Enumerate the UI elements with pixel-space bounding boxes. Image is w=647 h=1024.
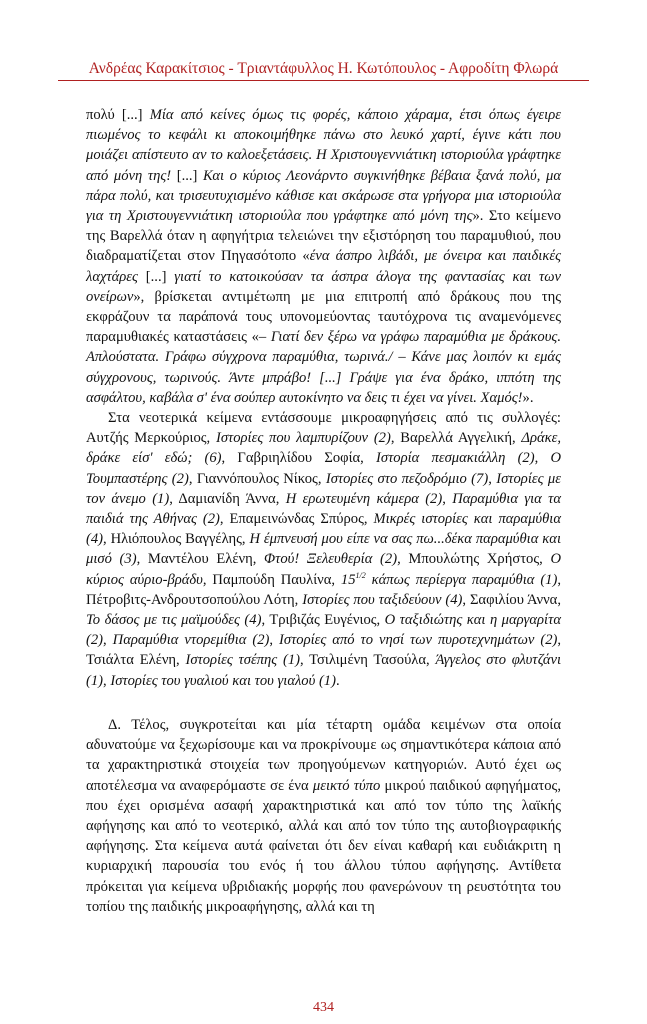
italic-run: Παραμύθια ντορεμίθια (2) (112, 632, 270, 649)
text-run: , Επαμεινώνδας Σπύρος, (219, 511, 374, 528)
italic-run: Ιστορίες που ταξιδεύουν (4) (302, 591, 463, 608)
text-run: ». (522, 389, 534, 406)
italic-run: Ιστορία πεσμακιάλλη (2) (376, 450, 535, 467)
text-run: , Πέτροβιτς-Ανδρουτσοπούλου Λότη, (86, 571, 561, 608)
body-text (86, 105, 561, 917)
italic-run: Μία από κείνες όμως τις φορές, κάποιο χάραμα, έτσι όπως έγειρε πιωμένος το κεφάλι κι αποκοιμήθηκε πάνω στο λευκό χαρτί, έγινε κάτι που μοιάζει απίστευτο αν το καλοεξετάσεις. Η Χριστουγεννιάτικη ιστοριούλα γράφτηκε από μόνη της! (86, 107, 561, 184)
italic-run: Ιστορίες από το νησί των πυροτεχνημάτων (2) (279, 632, 558, 649)
text-run: , Γιαννόπουλος Νίκος, (188, 470, 326, 487)
text-run: , (269, 632, 280, 649)
text-run: , (103, 632, 113, 649)
text-run: , Μαντέλου Ελένη, (136, 551, 265, 568)
paragraph-modern-texts (86, 408, 561, 691)
paragraph-mixed-type (86, 715, 561, 917)
text-run: , Τριβιζάς Ευγένιος, (261, 612, 385, 629)
italic-run: Η έμπνευσή μου είπε να σας πω...δέκα παραμύθια και μισό (3) (86, 531, 561, 568)
italic-run: Ο ταξιδιώτης και η μαργαρίτα (2) (86, 612, 561, 649)
italic-run: Άγγελος στο φλυτζάνι (1) (86, 652, 562, 689)
text-run: , (488, 470, 497, 487)
italic-run: Μικρές ιστορίες και παραμύθια (4) (86, 511, 561, 548)
text-run: , Παμπούδη Παυλίνα, (202, 571, 341, 588)
italic-run: Ιστορίες του γυαλιού και του γιαλού (1) (110, 672, 336, 689)
italic-run: – Γιατί δεν ξέρω να γράφω παραμύθια με δράκους. Απλούστατα. Γράφω σύγχρονα παραμύθια, τωρινά./ – Κάνε μας λοιπόν κι εμάς σύγχρονους, τωρινούς. Άντε μπράβο! [...] Γράψε για ένα δράκο, ιππότη της ασφάλτου, καβάλα σ' ένα σούπερ αυτοκίνητο να δεις τι έχει να γίνει. Χαμός! (86, 329, 561, 406)
italic-run: κάπως περίεργα παραμύθια (1) (365, 571, 558, 588)
text-run: [...] (171, 167, 204, 184)
text-run: , (103, 672, 111, 689)
italic-run: Και ο κύριος Λεονάρντο συγκινήθηκε βέβαια ξανά πολύ, μα πάρα πολύ, και τρισευτυχισμένο κάθισε και σκάρωσε στα γρήγορα μια ιστοριούλα για τη Χριστουγεννιάτικη ιστοριούλα που γράφτηκε από μόνη της (86, 167, 561, 225)
text-run: , Τσιάλτα Ελένη, (86, 632, 562, 669)
italic-run: Ιστορίες που λαμπυρίζουν (2) (215, 430, 391, 447)
italic-run: Ιστορίες στο πεζοδρόμιο (7) (325, 470, 489, 487)
text-run: , Μπουλώτης Χρήστος, (397, 551, 551, 568)
italic-run: Η ερωτευμένη κάμερα (2) (285, 490, 443, 507)
text-run: μικρού παιδικού αφηγήματος, που έχει ορισμένα ασαφή χαρακτηριστικά και από τον τύπο της λαϊκής αφήγησης και από το νεοτερικό, αλλά και από τον τύπο της αυτοβιογραφικής αφήγησης. Στα κείμενα αυτά φαίνεται ότι δεν είναι καθαρή και ευδιάκριτη η κυριαρχική παρουσία του ενός ή του άλλου τύπου αφήγησης. Αντίθετα πρόκειται για κείμενα υβριδιακής μορφής που φανερώνουν τη ρευστότητα του τοπίου της παιδικής μικροαφήγησης, αλλά και τη (86, 777, 561, 915)
text-run: , Τσιλιμένη Τασούλα, (300, 652, 436, 669)
text-run: , Γαβριηλίδου Σοφία, (221, 450, 377, 467)
italic-run: 15 (340, 571, 356, 588)
header-rule (58, 80, 589, 81)
italic-run: Το δάσος με τις μαϊμούδες (4) (86, 612, 262, 629)
paragraph-quote-continuation (86, 105, 561, 408)
italic-run: Παραμύθια για τα παιδιά της Αθήνας (2) (86, 490, 562, 528)
italic-run: γιατί το κατοικούσαν τα άσπρα άλογα της φαντασίας και των ονείρων (86, 268, 561, 305)
italic-run: Δράκε, δράκε είσ' εδώ; (6) (86, 430, 562, 467)
text-run: ». Στο κείμενο της Βαρελλά όταν η αφηγήτρια τελειώνει την εξιστόρηση του παραμυθιού, που διαδραματίζεται στον Πηγασότοπο « (86, 208, 562, 265)
text-run: , Δαμιανίδη Άννα, (169, 490, 286, 507)
text-run: , Ηλιόπουλος Βαγγέλης, (103, 531, 250, 548)
page-number: 434 (313, 1000, 334, 1015)
running-header: Ανδρέας Καρακίτσιος - Τριαντάφυλλος Η. Κωτόπουλος - Αφροδίτη Φλωρά (88, 60, 559, 77)
text-run: πολύ [...] (86, 107, 150, 123)
text-run: », βρίσκεται αντιμέτωπη με μια επιτροπή από δράκους που της εκφράζουν τα παράπονά τους υπονομεύοντας ταυτόχρονα τις αναμενόμενες παραμυθιακές καταστάσεις « (86, 288, 561, 346)
italic-run: Ο Τουμπαστέρης (2) (86, 450, 561, 487)
text-run: , (442, 490, 453, 507)
text-run: , Σαφιλίου Άννα, (462, 591, 561, 608)
italic-run: Ιστορίες με τον άνεμο (1) (86, 470, 561, 507)
text-run: Στα νεοτερικά κείμενα εντάσσουμε μικροαφηγήσεις από τις συλλογές: Αυτζής Μερκούριος, (86, 410, 561, 447)
italic-run: Ο κύριος αύριο-βράδυ (86, 551, 561, 588)
italic-run: Φτού! Ξελευθερία (2) (264, 551, 398, 568)
text-run: , Βαρελλά Αγγελική, (390, 430, 522, 447)
italic-run: ένα άσπρο λιβάδι, με όνειρα και παιδικές λαχτάρες (86, 248, 561, 285)
text-run: Δ. Τέλος, συγκροτείται και μία τέταρτη ομάδα κειμένων στα οποία αδυνατούμε να ξεχωρίσουμε και να προκρίνουμε ως σημαντικότερα κάποια από τα χαρακτηριστικά στοιχεία των προηγούμενων κατηγοριών. Αυτό έχει ως αποτέλεσμα να αναφερόμαστε σε ένα (86, 716, 561, 794)
text-run: . (335, 672, 340, 689)
italic-run: Ιστορίες τσέπης (1) (185, 652, 300, 669)
text-run: , (534, 450, 551, 467)
italic-run: μεικτό τύπο (312, 777, 381, 794)
superscript-fraction: 1/2 (355, 570, 366, 580)
text-run: [...] (137, 268, 175, 285)
